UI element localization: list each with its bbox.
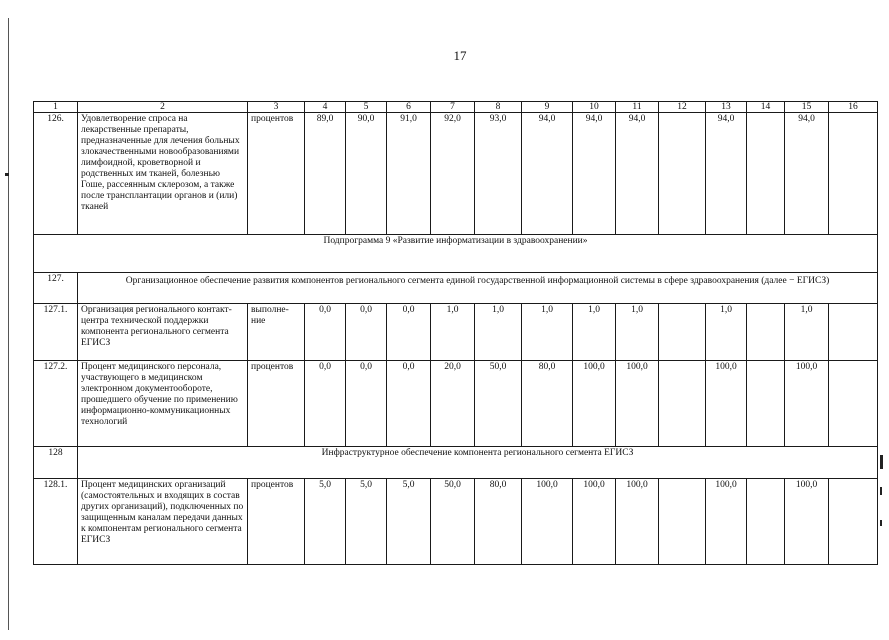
value-cell	[659, 113, 706, 235]
page-number: 17	[453, 48, 467, 63]
column-header: 16	[829, 102, 878, 113]
value-cell: 100,0	[522, 479, 573, 565]
value-cell: 90,0	[346, 113, 387, 235]
value-cell: 100,0	[573, 361, 616, 447]
column-header: 12	[659, 102, 706, 113]
value-cell	[747, 113, 785, 235]
value-cell: 50,0	[475, 361, 522, 447]
value-cell: 1,0	[522, 304, 573, 361]
value-cell: 0,0	[305, 361, 346, 447]
unit-cell: процентов	[248, 479, 305, 565]
value-cell: 1,0	[475, 304, 522, 361]
value-cell: 5,0	[305, 479, 346, 565]
indicator-name: Процент медицинских организаций (самостоятельных и входящих в состав других организаций), подключенных по защищенным каналам передачи данных к компонентам регионального сегмента ЕГИСЗ	[78, 479, 248, 565]
column-header: 2	[78, 102, 248, 113]
column-header: 10	[573, 102, 616, 113]
value-cell: 94,0	[706, 113, 747, 235]
column-header: 13	[706, 102, 747, 113]
scan-mark	[5, 173, 9, 176]
value-cell: 1,0	[706, 304, 747, 361]
value-cell: 1,0	[431, 304, 475, 361]
indicator-name: Процент медицинского персонала, участвующего в медицинском электронном документообороте, прошедшего обучение по применению информационно-коммуникационных технологий	[78, 361, 248, 447]
column-header: 1	[34, 102, 78, 113]
value-cell: 89,0	[305, 113, 346, 235]
value-cell: 0,0	[346, 361, 387, 447]
unit-cell: процентов	[248, 113, 305, 235]
value-cell: 0,0	[387, 361, 431, 447]
value-cell: 100,0	[706, 479, 747, 565]
section-number: 128	[34, 447, 78, 479]
row-number: 126.	[34, 113, 78, 235]
table-row	[34, 361, 878, 447]
section-title: Подпрограмма 9 «Развитие информатизации в здравоохранении»	[34, 235, 878, 273]
section-title: Организационное обеспечение развития компонентов регионального сегмента единой государственной информационной системы в сфере здравоохранения (далее − ЕГИСЗ)	[78, 273, 878, 304]
row-number: 127.2.	[34, 361, 78, 447]
indicator-name: Удовлетворение спроса на лекарственные препараты, предназначенные для лечения больных злокачественными новообразованиями лимфоидной, кроветворной и родственных им тканей, болезнью Гоше, рассеянным склерозом, а также после трансплантации органов и (или) тканей	[78, 113, 248, 235]
value-cell: 94,0	[522, 113, 573, 235]
value-cell: 80,0	[475, 479, 522, 565]
column-header: 14	[747, 102, 785, 113]
value-cell: 100,0	[706, 361, 747, 447]
scan-mark	[880, 455, 883, 469]
column-header: 11	[616, 102, 659, 113]
row-number: 128.1.	[34, 479, 78, 565]
value-cell	[829, 479, 878, 565]
value-cell: 94,0	[573, 113, 616, 235]
column-header: 15	[785, 102, 829, 113]
value-cell: 1,0	[616, 304, 659, 361]
unit-cell: процентов	[248, 361, 305, 447]
header-row	[34, 102, 878, 113]
value-cell: 93,0	[475, 113, 522, 235]
section-title: Инфраструктурное обеспечение компонента регионального сегмента ЕГИСЗ	[78, 447, 878, 479]
column-header: 7	[431, 102, 475, 113]
value-cell	[829, 304, 878, 361]
section-number: 127.	[34, 273, 78, 304]
value-cell	[747, 304, 785, 361]
value-cell: 1,0	[573, 304, 616, 361]
column-header: 4	[305, 102, 346, 113]
value-cell: 100,0	[785, 479, 829, 565]
value-cell: 92,0	[431, 113, 475, 235]
unit-cell: выполне- ние	[248, 304, 305, 361]
table-row	[34, 113, 878, 235]
value-cell	[829, 361, 878, 447]
value-cell	[829, 113, 878, 235]
value-cell: 1,0	[785, 304, 829, 361]
table-row	[34, 304, 878, 361]
column-header: 9	[522, 102, 573, 113]
value-cell: 94,0	[785, 113, 829, 235]
scan-mark	[880, 487, 882, 495]
value-cell: 80,0	[522, 361, 573, 447]
indicators-table	[33, 101, 878, 565]
value-cell: 94,0	[616, 113, 659, 235]
column-header: 5	[346, 102, 387, 113]
indicator-name: Организация регионального контакт-центра технической поддержки компонента регионального сегмента ЕГИСЗ	[78, 304, 248, 361]
table-row	[34, 479, 878, 565]
value-cell: 100,0	[785, 361, 829, 447]
value-cell	[747, 479, 785, 565]
scan-edge-line	[8, 18, 9, 630]
section-row	[34, 235, 878, 273]
value-cell: 0,0	[387, 304, 431, 361]
value-cell: 5,0	[346, 479, 387, 565]
scan-mark	[880, 520, 882, 526]
value-cell	[659, 479, 706, 565]
section-row	[34, 273, 878, 304]
value-cell: 5,0	[387, 479, 431, 565]
value-cell: 0,0	[346, 304, 387, 361]
value-cell	[659, 361, 706, 447]
value-cell: 50,0	[431, 479, 475, 565]
column-header: 8	[475, 102, 522, 113]
value-cell: 100,0	[573, 479, 616, 565]
value-cell: 20,0	[431, 361, 475, 447]
value-cell	[659, 304, 706, 361]
row-number: 127.1.	[34, 304, 78, 361]
value-cell	[747, 361, 785, 447]
column-header: 6	[387, 102, 431, 113]
section-row	[34, 447, 878, 479]
value-cell: 91,0	[387, 113, 431, 235]
column-header: 3	[248, 102, 305, 113]
value-cell: 100,0	[616, 479, 659, 565]
value-cell: 0,0	[305, 304, 346, 361]
value-cell: 100,0	[616, 361, 659, 447]
